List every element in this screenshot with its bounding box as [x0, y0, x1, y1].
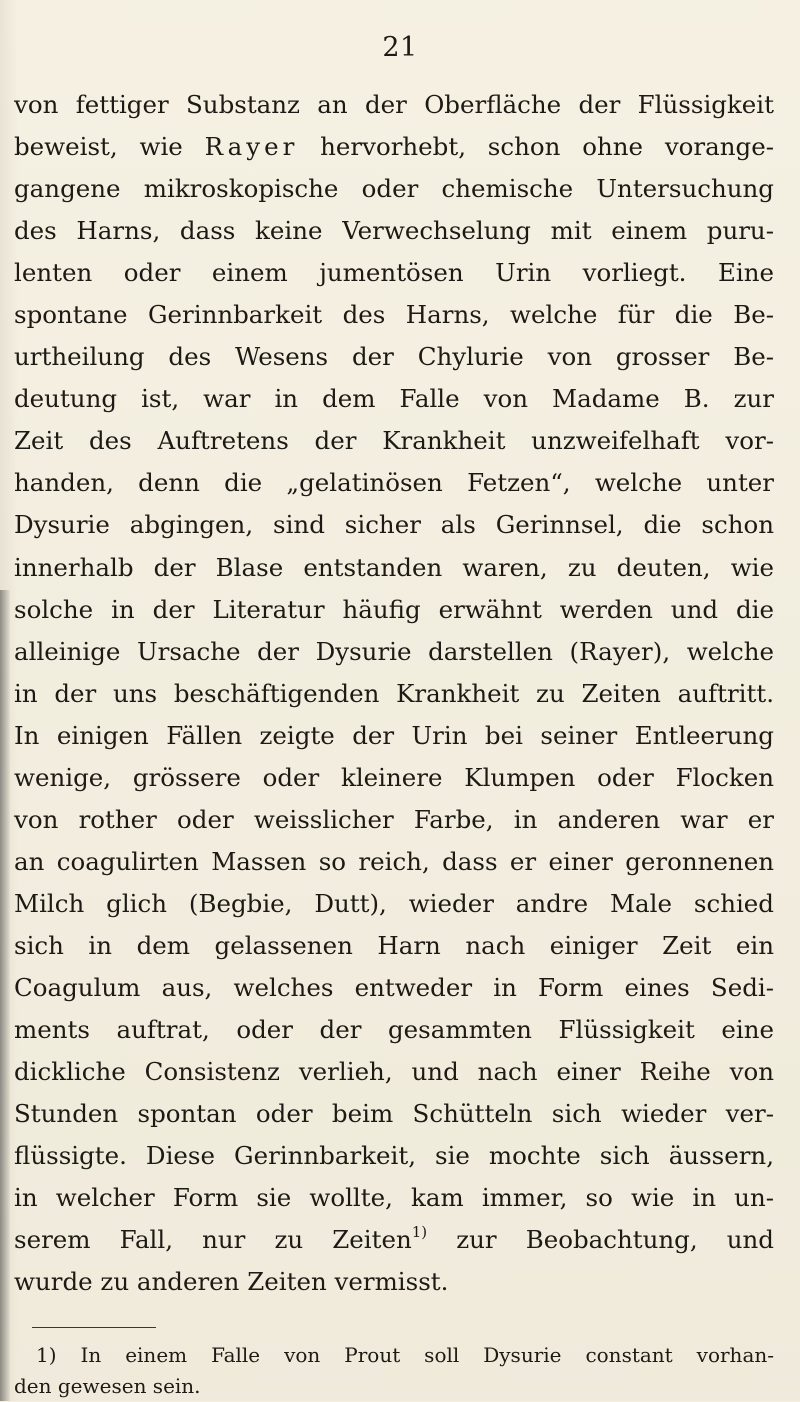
author-name-spaced: Rayer [204, 132, 299, 162]
text-line: urtheilung des Wesens der Chylurie von grosser Be- [14, 342, 774, 372]
text-line: lenten oder einem jumentösen Urin vorliegt. Eine [14, 258, 774, 288]
text-line: solche in der Literatur häufig erwähnt werden und die [14, 594, 774, 624]
text-line: sich in dem gelassenen Harn nach einiger Zeit ein [14, 930, 774, 960]
footnote [14, 1340, 774, 1402]
text-line: Milch glich (Begbie, Dutt), wieder andre Male schied [14, 888, 774, 918]
text-line: Coagulum aus, welches entweder in Form eines Sedi- [14, 972, 774, 1002]
page-number: 21 [382, 32, 418, 63]
text-line: von fettiger Substanz an der Oberfläche der Flüssigkeit [14, 90, 774, 119]
footnote-divider [32, 1327, 156, 1328]
text-line: dickliche Consistenz verlieh, und nach einer Reihe von [14, 1057, 774, 1087]
text-line: in der uns beschäftigenden Krankheit zu Zeiten auftritt. [14, 678, 774, 708]
text-line: beweist, wie Rayer hervorhebt, schon ohne vorange- [14, 132, 774, 162]
footnote-reference: 1) [411, 1223, 428, 1242]
text-line: handen, denn die „gelatinösen Fetzen“, welche unter [14, 468, 774, 498]
text-line: gangene mikroskopische oder chemische Untersuchung [14, 174, 774, 204]
text-line: Stunden spontan oder beim Schütteln sich wieder ver- [14, 1099, 774, 1129]
text-line: des Harns, dass keine Verwechselung mit einem puru- [14, 216, 774, 246]
footnote-line: 1) In einem Falle von Prout soll Dysurie constant vorhan- [36, 1343, 774, 1367]
text-line: flüssigte. Diese Gerinnbarkeit, sie mochte sich äussern, [14, 1141, 774, 1171]
text-line: an coagulirten Massen so reich, dass er einer geronnenen [14, 846, 774, 876]
text-line: serem Fall, nur zu Zeiten$^{1)}$ zur Beobachtung, und [14, 1223, 774, 1255]
body-text [14, 84, 774, 1303]
text-line: Zeit des Auftretens der Krankheit unzweifelhaft vor- [14, 426, 774, 456]
text-line: ments auftrat, oder der gesammten Flüssigkeit eine [14, 1015, 774, 1045]
footnote-line: den gewesen sein. [14, 1374, 201, 1398]
text-line: innerhalb der Blase entstanden waren, zu deuten, wie [14, 552, 774, 582]
text-line: wenige, grössere oder kleinere Klumpen oder Flocken [14, 762, 774, 792]
text-line: Dysurie abgingen, sind sicher als Gerinnsel, die schon [14, 510, 774, 540]
page-edge-shadow [0, 590, 10, 1401]
text-line: von rother oder weisslicher Farbe, in anderen war er [14, 804, 774, 834]
text-line: in welcher Form sie wollte, kam immer, so wie in un- [14, 1183, 774, 1213]
text-line: spontane Gerinnbarkeit des Harns, welche für die Be- [14, 300, 774, 330]
text-line: alleinige Ursache der Dysurie darstellen (Rayer), welche [14, 636, 774, 666]
text-line: In einigen Fällen zeigte der Urin bei seiner Entleerung [14, 720, 774, 750]
text-line-last: wurde zu anderen Zeiten vermisst. [14, 1267, 449, 1297]
text-line: deutung ist, war in dem Falle von Madame B. zur [14, 384, 774, 414]
